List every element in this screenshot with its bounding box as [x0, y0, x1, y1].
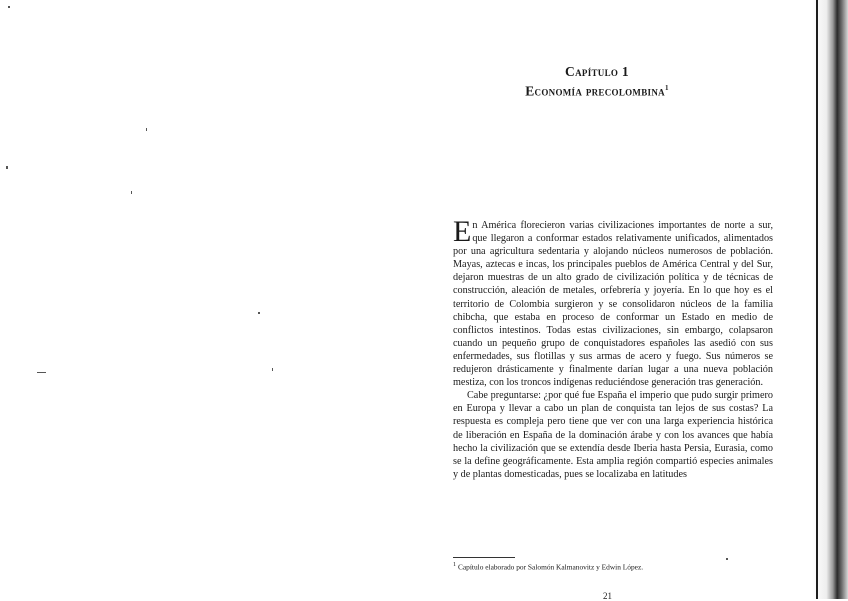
page-edge	[816, 0, 818, 599]
scan-speck	[37, 372, 46, 373]
scan-speck	[8, 6, 10, 8]
chapter-title	[498, 80, 696, 100]
page-number: 21	[603, 591, 612, 601]
scan-speck	[258, 312, 260, 314]
paragraph: Cabe preguntarse: ¿por qué fue España el imperio que pudo surgir primero en Europa y llevar a cabo un plan de conquista tan lejos de sus costas? La respuesta es compleja pero tiene que ver con una larga experiencia histórica de liberación en España de la dominación árabe y con los avances que había hecho la civilización que se extendía desde Iberia hasta Persia, Eurasia, como se la define geográficamente. Esta amplia región compartió especies animales y de plantas domesticadas, pues se localizaba en latitudes	[453, 390, 773, 480]
footnote-rule	[453, 557, 515, 558]
footnote	[453, 560, 733, 572]
scan-speck	[146, 128, 147, 131]
body-text	[453, 215, 773, 481]
chapter-title-text: Economía precolombina	[525, 83, 665, 99]
scan-speck	[272, 368, 273, 371]
footnote-reference: 1	[664, 84, 669, 92]
scan-speck	[131, 191, 132, 194]
chapter-heading	[498, 64, 696, 100]
chapter-label: Capítulo 1	[565, 64, 629, 79]
footnote-mark: 1	[453, 562, 457, 568]
paragraph-text: n América florecieron varias civilizaciones importantes de norte a sur, que llegaron a conformar estados relativamente unificados, alimentados por una agricultura sedentaria y alojando núcleos numerosos de población. Mayas, aztecas e incas, los principales pueblos de América Central y del Sur, dejaron muestras de un alto grado de civilización política y de técnicas de construcción, aleación de metales, orfebrería y joyería. En lo que hoy es el territorio de Colombia surgieron y se consolidaron núcleos de la familia chibcha, que estaba en proceso de conformar un Estado en medio de conflictos intestinos. Todas estas civilizaciones, sin embargo, colapsaron cuando un pequeño grupo de conquistadores españoles las asedió con sus enfermedades, sus flotillas y sus armas de acero y fuego. Sus números se redujeron drásticamente y finalmente darían lugar a una nueva población mestiza, con los troncos indígenas reduciéndose generación tras generación.	[453, 220, 773, 389]
drop-cap: E	[453, 215, 472, 248]
paragraph	[453, 215, 773, 389]
footnote-text: Capítulo elaborado por Salomón Kalmanovitz y Edwin López.	[457, 562, 644, 572]
scan-speck	[6, 166, 8, 169]
